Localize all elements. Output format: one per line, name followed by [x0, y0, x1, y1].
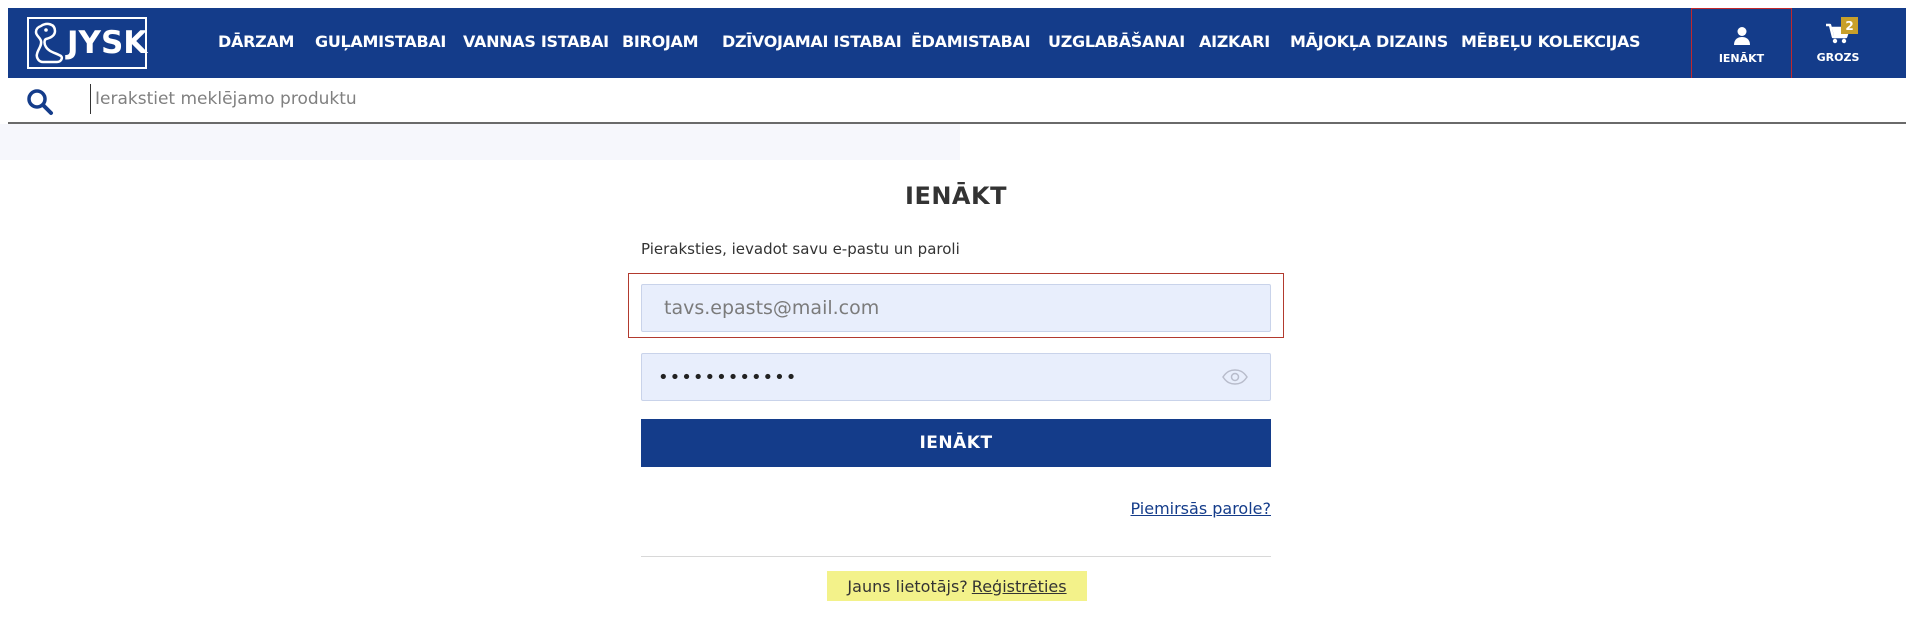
- header-cart-button[interactable]: [1803, 8, 1873, 78]
- header-cart-label: GROZS: [1816, 50, 1860, 64]
- cart-count-badge: 2: [1841, 17, 1858, 34]
- user-icon: [1733, 26, 1751, 46]
- jysk-logo[interactable]: [27, 17, 147, 69]
- search-bar: [8, 78, 1906, 124]
- logo-text: JYSK: [67, 25, 148, 61]
- nav-item-edamistabai[interactable]: ĒDAMISTABAI: [911, 32, 1031, 51]
- new-user-text: Jauns lietotājs?: [847, 576, 968, 596]
- nav-item-darzam[interactable]: DĀRZAM: [218, 32, 295, 51]
- background-overlay: [0, 124, 960, 160]
- search-icon[interactable]: [26, 88, 54, 116]
- forgot-password-link[interactable]: Piemirsās parole?: [1130, 499, 1271, 518]
- login-title: IENĀKT: [905, 182, 1007, 210]
- nav-item-gulamistabai[interactable]: GUĻAMISTABAI: [315, 32, 447, 51]
- nav-item-birojam[interactable]: BIROJAM: [622, 32, 699, 51]
- goose-icon: [33, 22, 67, 66]
- top-navigation-bar: [8, 8, 1906, 78]
- nav-item-dzivojamai-istabai[interactable]: DZĪVOJAMAI ISTABAI: [722, 32, 902, 51]
- search-input[interactable]: [90, 84, 790, 114]
- nav-item-majokla-dizains[interactable]: MĀJOKĻA DIZAINS: [1290, 32, 1448, 51]
- nav-item-aizkari[interactable]: AIZKARI: [1199, 32, 1270, 51]
- login-submit-button[interactable]: IENĀKT: [641, 419, 1271, 467]
- nav-item-mebelu-kolekcijas[interactable]: MĒBEĻU KOLEKCIJAS: [1461, 32, 1641, 51]
- eye-icon[interactable]: [1222, 369, 1248, 385]
- login-subtitle: Pieraksties, ievadot savu e-pastu un paroli: [641, 240, 960, 258]
- divider: [641, 556, 1271, 557]
- register-link[interactable]: Reģistrēties: [971, 576, 1067, 596]
- nav-item-vannas-istabai[interactable]: VANNAS ISTABAI: [463, 32, 609, 51]
- header-login-button[interactable]: [1691, 8, 1792, 82]
- register-prompt: [827, 571, 1087, 601]
- email-field[interactable]: [641, 284, 1271, 332]
- header-login-label: IENĀKT: [1718, 51, 1765, 65]
- password-field[interactable]: [641, 353, 1271, 401]
- nav-item-uzglabasanai[interactable]: UZGLABĀŠANAI: [1048, 32, 1185, 51]
